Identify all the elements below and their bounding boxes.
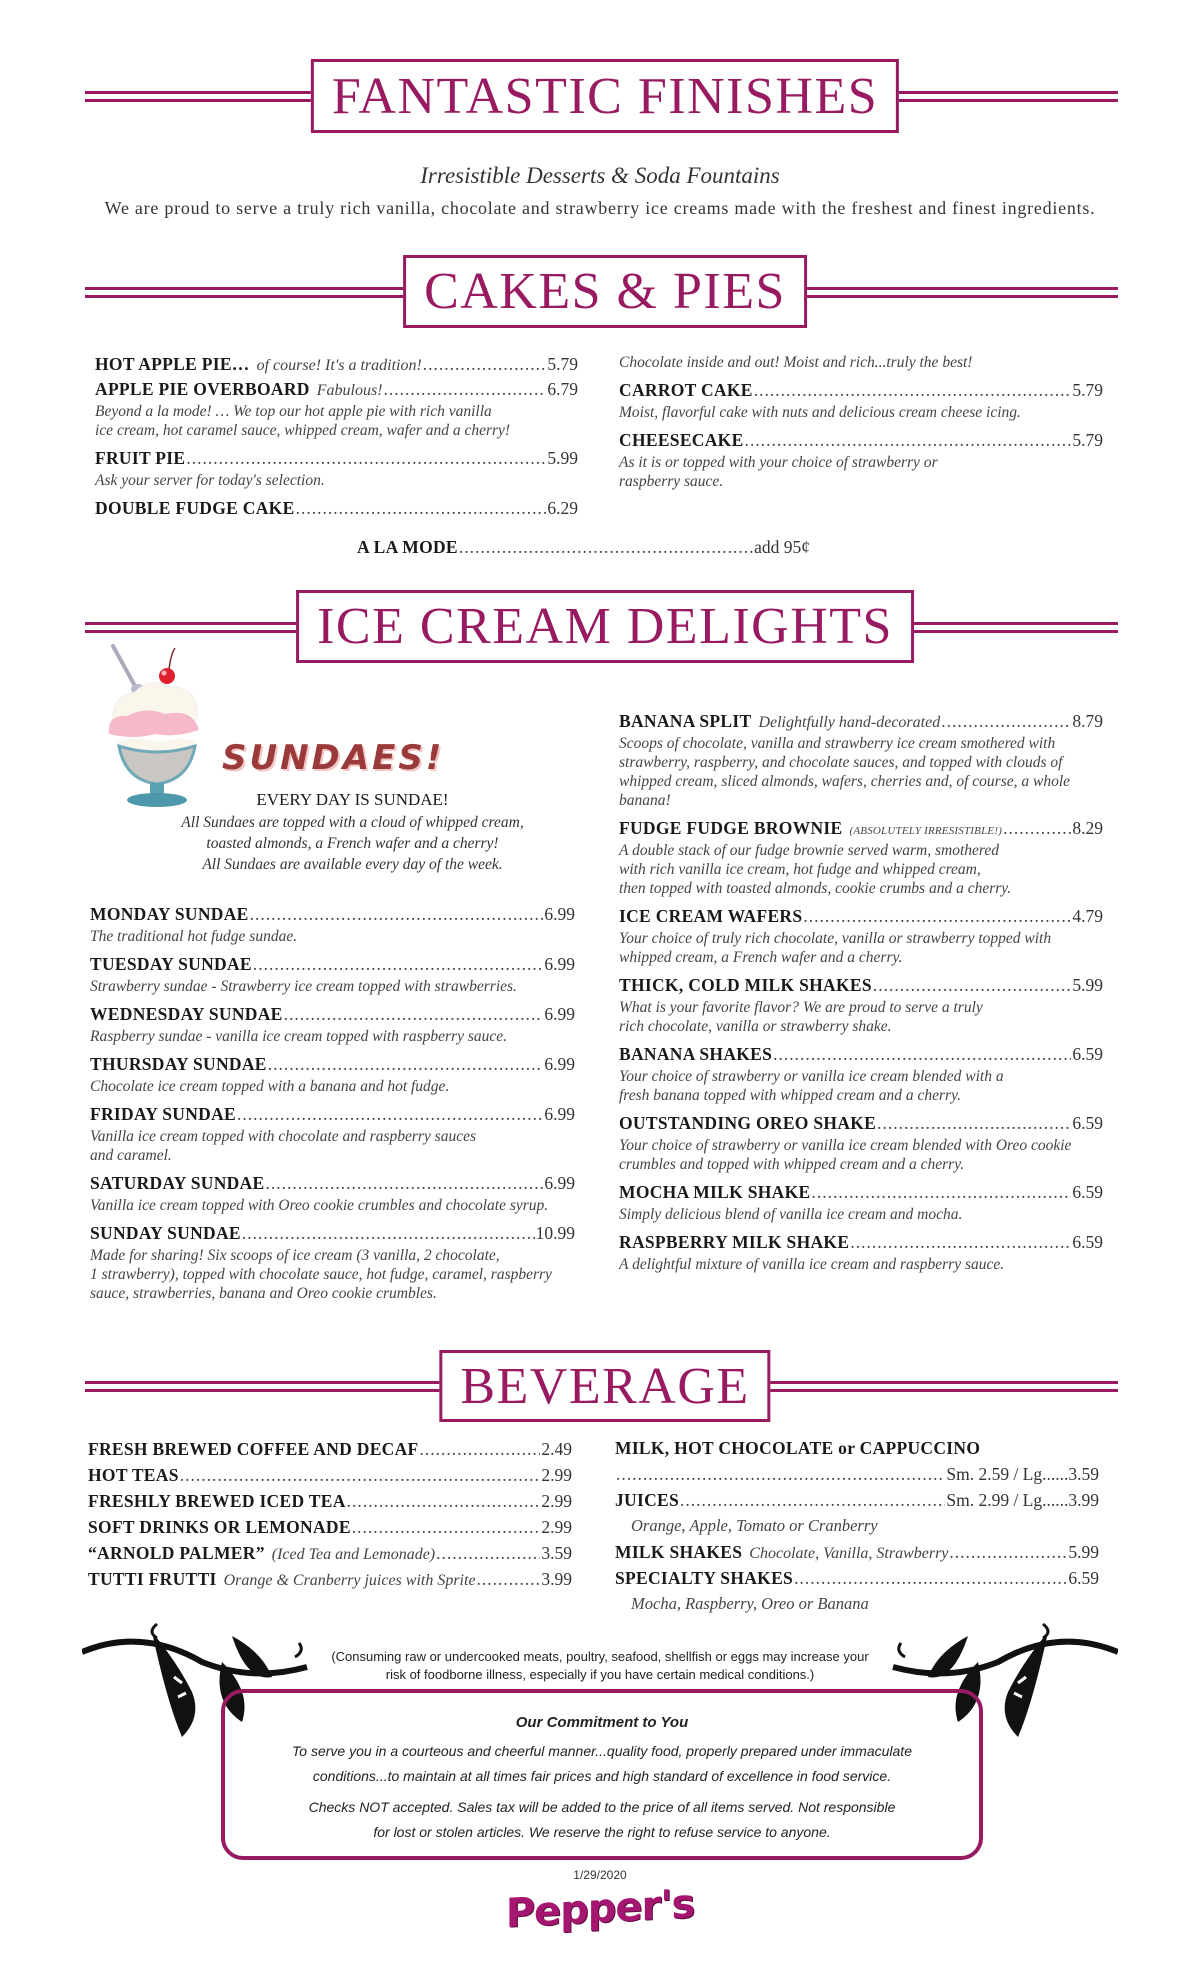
description-line: Chocolate ice cream topped with a banana and hot fudge.	[90, 1078, 450, 1095]
dot-leader	[352, 1514, 541, 1540]
item-row	[619, 709, 1103, 734]
menu-item	[95, 496, 578, 521]
item-description	[90, 1246, 575, 1303]
menu-item	[88, 1436, 572, 1462]
item-price: 2.99	[541, 1491, 572, 1511]
policy-line: Checks NOT accepted. Sales tax will be added to the price of all items served. Not responsible	[308, 1799, 896, 1815]
menu-item	[90, 902, 575, 946]
menu-item	[619, 973, 1103, 1036]
item-row	[95, 377, 578, 402]
item-price: 5.79	[1072, 430, 1103, 450]
dot-leader	[436, 1540, 540, 1566]
item-options: Mocha, Raspberry, Oreo or Banana	[631, 1594, 869, 1613]
item-name: A LA MODE	[357, 537, 458, 557]
item-description	[90, 1077, 575, 1096]
item-price: 8.29	[1072, 818, 1103, 838]
sundae-icon	[105, 642, 215, 812]
item-row	[90, 952, 575, 977]
menu-item	[619, 1042, 1103, 1105]
menu-item	[619, 816, 1103, 898]
description-line: Simply delicious blend of vanilla ice cream and mocha.	[619, 1206, 963, 1223]
item-name: BANANA SHAKES	[619, 1044, 773, 1064]
description-line: Your choice of strawberry or vanilla ice cream blended with a	[619, 1068, 1004, 1085]
dot-leader	[745, 428, 1072, 453]
item-price: Sm. 2.99 / Lg......3.99	[946, 1490, 1099, 1510]
item-row	[88, 1514, 572, 1540]
item-row	[615, 1565, 1099, 1591]
item-name: MILK SHAKES	[615, 1542, 743, 1562]
item-price: 6.59	[1072, 1044, 1103, 1064]
item-price: 10.99	[535, 1223, 575, 1243]
commitment-line: To serve you in a courteous and cheerful manner...quality food, properly prepared under immaculate	[292, 1743, 912, 1759]
description-line: The traditional hot fudge sundae.	[90, 928, 298, 945]
menu-item	[95, 352, 578, 377]
description-line: 1 strawberry), topped with chocolate sauce, hot fudge, caramel, raspberry	[90, 1266, 552, 1283]
item-price: 6.59	[1068, 1568, 1099, 1588]
description-line: Chocolate inside and out! Moist and rich...truly the best!	[619, 354, 973, 371]
item-name: CHEESECAKE	[619, 430, 744, 450]
item-price: 3.99	[541, 1569, 572, 1589]
item-description	[619, 1136, 1103, 1174]
item-price: 3.59	[541, 1543, 572, 1563]
description-line: strawberry, raspberry, and chocolate sauces, and topped with clouds of	[619, 754, 1063, 771]
item-note: Chocolate, Vanilla, Strawberry	[749, 1545, 949, 1562]
item-name: BANANA SPLIT	[619, 711, 752, 731]
description-line: Ask your server for today's selection.	[95, 472, 325, 489]
item-description	[95, 471, 578, 490]
description-line: Your choice of truly rich chocolate, vanilla or strawberry topped with	[619, 930, 1052, 947]
item-row	[619, 973, 1103, 998]
dot-leader	[773, 1042, 1071, 1067]
item-price: add 95¢	[754, 537, 810, 557]
item-row	[88, 1436, 572, 1462]
item-price: 6.99	[544, 1054, 575, 1074]
item-name: RASPBERRY MILK SHAKE	[619, 1232, 850, 1252]
item-description	[90, 1027, 575, 1046]
sundae-intro-line: All Sundaes are topped with a cloud of whipped cream,	[181, 814, 524, 831]
food-safety-disclaimer	[290, 1648, 910, 1684]
disclaimer-line: risk of foodborne illness, especially if you have certain medical conditions.)	[385, 1667, 815, 1682]
item-description	[90, 1196, 575, 1215]
menu-item	[615, 1539, 1099, 1565]
item-price: 6.99	[544, 904, 575, 924]
item-price: 4.79	[1072, 906, 1103, 926]
item-row	[619, 1042, 1103, 1067]
item-description	[619, 353, 1103, 372]
item-row	[88, 1462, 572, 1488]
ice-cream-right-column	[619, 709, 1103, 1280]
item-row	[88, 1566, 572, 1592]
item-row	[90, 1171, 575, 1196]
dot-leader	[420, 1436, 541, 1462]
menu-item	[88, 1488, 572, 1514]
description-line: Vanilla ice cream topped with Oreo cookie crumbles and chocolate syrup.	[90, 1197, 549, 1214]
description-line: sauce, strawberries, banana and Oreo cookie crumbles.	[90, 1285, 437, 1302]
item-name: FUDGE FUDGE BROWNIE	[619, 818, 843, 838]
dot-leader	[296, 496, 547, 521]
item-price: 6.99	[544, 1104, 575, 1124]
item-row	[615, 1435, 1099, 1461]
dot-leader	[1003, 816, 1071, 841]
description-line: with rich vanilla ice cream, hot fudge and whipped cream,	[619, 861, 981, 878]
menu-item	[619, 904, 1103, 967]
dot-leader	[850, 1230, 1071, 1255]
dot-leader	[253, 952, 543, 977]
dot-leader	[949, 1539, 1067, 1565]
item-name: FRESHLY BREWED ICED TEA	[88, 1491, 346, 1511]
dot-leader	[616, 1461, 945, 1487]
item-name: MOCHA MILK SHAKE	[619, 1182, 811, 1202]
description-line: Scoops of chocolate, vanilla and strawberry ice cream smothered with	[619, 735, 1056, 752]
description-line: fresh banana topped with whipped cream and a cherry.	[619, 1087, 961, 1104]
description-line: Moist, flavorful cake with nuts and delicious cream cheese icing.	[619, 404, 1021, 421]
item-row	[615, 1539, 1099, 1565]
item-row	[90, 1102, 575, 1127]
item-row	[88, 1540, 572, 1566]
dot-leader	[180, 1462, 541, 1488]
item-name: SUNDAY SUNDAE	[90, 1223, 241, 1243]
item-price: 6.29	[547, 498, 578, 518]
menu-item	[90, 1171, 575, 1215]
item-description	[619, 1067, 1103, 1105]
menu-item	[90, 1221, 575, 1303]
item-name: CARROT CAKE	[619, 380, 753, 400]
item-price: 6.79	[547, 379, 578, 399]
dot-leader	[266, 1171, 544, 1196]
description-line: rich chocolate, vanilla or strawberry shake.	[619, 1018, 892, 1035]
item-row	[90, 1002, 575, 1027]
menu-item	[90, 1002, 575, 1046]
menu-item	[90, 1102, 575, 1165]
menu-item	[619, 1111, 1103, 1174]
item-row	[619, 1111, 1103, 1136]
menu-item	[615, 1565, 1099, 1617]
menu-item	[88, 1514, 572, 1540]
dot-leader	[877, 1111, 1071, 1136]
description-line: banana!	[619, 792, 671, 809]
item-name: HOT APPLE PIE…	[95, 354, 250, 374]
sundaes-graphic-text: SUNDAES!	[222, 738, 445, 778]
menu-item	[95, 377, 578, 440]
section-title: ICE CREAM DELIGHTS	[296, 590, 914, 663]
menu-item	[619, 709, 1103, 810]
menu-item	[90, 952, 575, 996]
description-line: Made for sharing! Six scoops of ice cream (3 vanilla, 2 chocolate,	[90, 1247, 500, 1264]
item-price: Sm. 2.59 / Lg......3.59	[946, 1464, 1099, 1484]
policy-text	[225, 1795, 979, 1845]
item-name: JUICES	[615, 1490, 680, 1510]
item-description	[619, 929, 1103, 967]
item-row	[95, 352, 578, 377]
item-name: APPLE PIE OVERBOARD	[95, 379, 310, 399]
beverage-right-column	[615, 1435, 1099, 1617]
item-price: 5.79	[547, 354, 578, 374]
cakes-left-column	[95, 352, 578, 521]
item-description	[90, 977, 575, 996]
dot-leader	[941, 709, 1071, 734]
item-options: Orange, Apple, Tomato or Cranberry	[631, 1516, 878, 1535]
item-row	[619, 816, 1103, 841]
description-line: What is your favorite flavor? We are proud to serve a truly	[619, 999, 983, 1016]
description-line: and caramel.	[90, 1147, 172, 1164]
sundaes-column	[90, 902, 575, 1309]
menu-date: 1/29/2020	[573, 1868, 627, 1882]
item-price: 6.59	[1072, 1113, 1103, 1133]
dot-leader	[803, 904, 1071, 929]
item-note: (Iced Tea and Lemonade)	[271, 1546, 436, 1563]
menu-item	[615, 1435, 1099, 1487]
sundae-intro-line: toasted almonds, a French wafer and a cherry!	[206, 835, 499, 852]
item-name: OUTSTANDING OREO SHAKE	[619, 1113, 877, 1133]
item-name: THICK, COLD MILK SHAKES	[619, 975, 872, 995]
item-row	[619, 1180, 1103, 1205]
item-price: 5.99	[547, 448, 578, 468]
description-line: whipped cream, a French wafer and a cherry.	[619, 949, 903, 966]
menu-item	[90, 1052, 575, 1096]
item-price: 5.99	[1072, 975, 1103, 995]
item-price: 6.99	[544, 954, 575, 974]
beverage-left-column	[88, 1436, 572, 1592]
intro-text: We are proud to serve a truly rich vanilla, chocolate and strawberry ice creams made with the freshest and finest ingredients.	[104, 198, 1096, 218]
dot-leader	[680, 1487, 945, 1513]
item-row	[90, 902, 575, 927]
item-price: 2.99	[541, 1517, 572, 1537]
item-name: TUTTI FRUTTI	[88, 1569, 217, 1589]
item-price: 6.99	[544, 1004, 575, 1024]
item-name: SPECIALTY SHAKES	[615, 1568, 794, 1588]
menu-item	[615, 1487, 1099, 1539]
disclaimer-line: (Consuming raw or undercooked meats, poultry, seafood, shellfish or eggs may increase your	[331, 1649, 869, 1664]
cakes-right-column	[619, 353, 1103, 497]
item-name: DOUBLE FUDGE CAKE	[95, 498, 295, 518]
item-row	[88, 1488, 572, 1514]
dot-leader	[477, 1566, 541, 1592]
item-price: 6.59	[1072, 1182, 1103, 1202]
description-line: crumbles and topped with whipped cream and a cherry.	[619, 1156, 965, 1173]
item-description	[619, 1255, 1103, 1274]
item-name: WEDNESDAY SUNDAE	[90, 1004, 283, 1024]
item-note: Orange & Cranberry juices with Sprite	[223, 1572, 476, 1589]
item-name: MONDAY SUNDAE	[90, 904, 249, 924]
subtitle: Irresistible Desserts & Soda Fountains	[420, 163, 780, 188]
description-line: then topped with toasted almonds, cookie crumbs and a cherry.	[619, 880, 1012, 897]
item-name: HOT TEAS	[88, 1465, 179, 1485]
menu-item	[88, 1566, 572, 1592]
item-description	[619, 841, 1103, 898]
item-note: (ABSOLUTELY IRRESISTIBLE!)	[849, 825, 1003, 837]
item-price: 8.79	[1072, 711, 1103, 731]
item-name: SOFT DRINKS OR LEMONADE	[88, 1517, 351, 1537]
policy-line: for lost or stolen articles. We reserve the right to refuse service to anyone.	[373, 1824, 831, 1840]
description-line: A double stack of our fudge brownie served warm, smothered	[619, 842, 999, 859]
item-row	[619, 1230, 1103, 1255]
section-title: CAKES & PIES	[403, 255, 807, 328]
sundae-intro-line: All Sundaes are available every day of the week.	[202, 856, 503, 873]
menu-item	[619, 1230, 1103, 1274]
description-line: Your choice of strawberry or vanilla ice cream blended with Oreo cookie	[619, 1137, 1072, 1154]
item-row	[619, 428, 1103, 453]
item-description	[90, 927, 575, 946]
description-line: A delightful mixture of vanilla ice cream and raspberry sauce.	[619, 1256, 1005, 1273]
menu-item	[619, 378, 1103, 422]
description-line: Beyond a la mode! … We top our hot apple pie with rich vanilla	[95, 403, 492, 420]
dot-leader	[794, 1565, 1067, 1591]
menu-item	[619, 428, 1103, 491]
description-line: Vanilla ice cream topped with chocolate and raspberry sauces	[90, 1128, 476, 1145]
item-row	[95, 496, 578, 521]
description-line: Strawberry sundae - Strawberry ice cream topped with strawberries.	[90, 978, 517, 995]
item-description	[619, 734, 1103, 810]
item-row	[619, 904, 1103, 929]
item-name: FRIDAY SUNDAE	[90, 1104, 237, 1124]
description-line: ice cream, hot caramel sauce, whipped cream, wafer and a cherry!	[95, 422, 511, 439]
commitment-text	[225, 1739, 979, 1789]
item-row	[90, 1052, 575, 1077]
item-row	[615, 1487, 1099, 1513]
item-description	[95, 402, 578, 440]
banner-cakes-pies	[0, 255, 1200, 328]
dot-leader	[811, 1180, 1071, 1205]
dot-leader	[754, 378, 1072, 403]
item-name: SATURDAY SUNDAE	[90, 1173, 265, 1193]
menu-item	[619, 353, 1103, 372]
description-line: As it is or topped with your choice of strawberry or	[619, 454, 938, 471]
description-line: whipped cream, sliced almonds, wafers, cherries and, of course, a whole	[619, 773, 1071, 790]
dot-leader	[268, 1052, 544, 1077]
item-note: Fabulous!	[316, 382, 383, 399]
description-line: Raspberry sundae - vanilla ice cream topped with raspberry sauce.	[90, 1028, 507, 1045]
dot-leader	[873, 973, 1071, 998]
item-description	[619, 998, 1103, 1036]
item-description	[619, 403, 1103, 422]
menu-item	[88, 1540, 572, 1566]
commitment-box	[221, 1689, 983, 1860]
item-price: 2.99	[541, 1465, 572, 1485]
every-day-heading: EVERY DAY IS SUNDAE!	[256, 790, 449, 809]
item-price: 2.49	[541, 1439, 572, 1459]
item-name: FRESH BREWED COFFEE AND DECAF	[88, 1439, 419, 1459]
item-description	[90, 1127, 575, 1165]
item-name: THURSDAY SUNDAE	[90, 1054, 267, 1074]
item-price: 6.99	[544, 1173, 575, 1193]
dot-leader	[384, 377, 547, 402]
sundae-intro	[120, 788, 585, 875]
peppers-logo: Pepper's	[505, 1881, 695, 1937]
banner-fantastic-finishes	[0, 59, 1200, 133]
description-line: raspberry sauce.	[619, 473, 724, 490]
item-price-row	[615, 1461, 1099, 1487]
item-note: Delightfully hand-decorated	[758, 714, 941, 731]
item-row	[95, 446, 578, 471]
item-row	[619, 378, 1103, 403]
item-name: FRUIT PIE	[95, 448, 186, 468]
section-title: BEVERAGE	[439, 1350, 770, 1422]
item-price: 6.59	[1072, 1232, 1103, 1252]
dot-leader	[347, 1488, 541, 1514]
commitment-title: Our Commitment to You	[515, 1714, 689, 1731]
a-la-mode-row	[357, 535, 810, 560]
dot-leader	[186, 446, 546, 471]
page-title: FANTASTIC FINISHES	[311, 59, 899, 133]
item-name: MILK, HOT CHOCOLATE or CAPPUCCINO	[615, 1438, 981, 1458]
banner-beverage	[0, 1350, 1200, 1422]
item-name: ICE CREAM WAFERS	[619, 906, 803, 926]
dot-leader	[242, 1221, 535, 1246]
item-row	[90, 1221, 575, 1246]
item-price: 5.79	[1072, 380, 1103, 400]
dot-leader	[423, 352, 547, 377]
menu-item	[95, 446, 578, 490]
item-name: “ARNOLD PALMER”	[88, 1543, 265, 1563]
menu-item	[88, 1462, 572, 1488]
dot-leader	[250, 902, 544, 927]
item-note: of course! It's a tradition!	[256, 357, 422, 374]
item-description	[619, 453, 1103, 491]
menu-item	[619, 1180, 1103, 1224]
item-name: TUESDAY SUNDAE	[90, 954, 252, 974]
item-description	[619, 1205, 1103, 1224]
item-price: 5.99	[1068, 1542, 1099, 1562]
commitment-line: conditions...to maintain at all times fair prices and high standard of excellence in food service.	[312, 1768, 892, 1784]
dot-leader	[237, 1102, 543, 1127]
dot-leader	[284, 1002, 544, 1027]
